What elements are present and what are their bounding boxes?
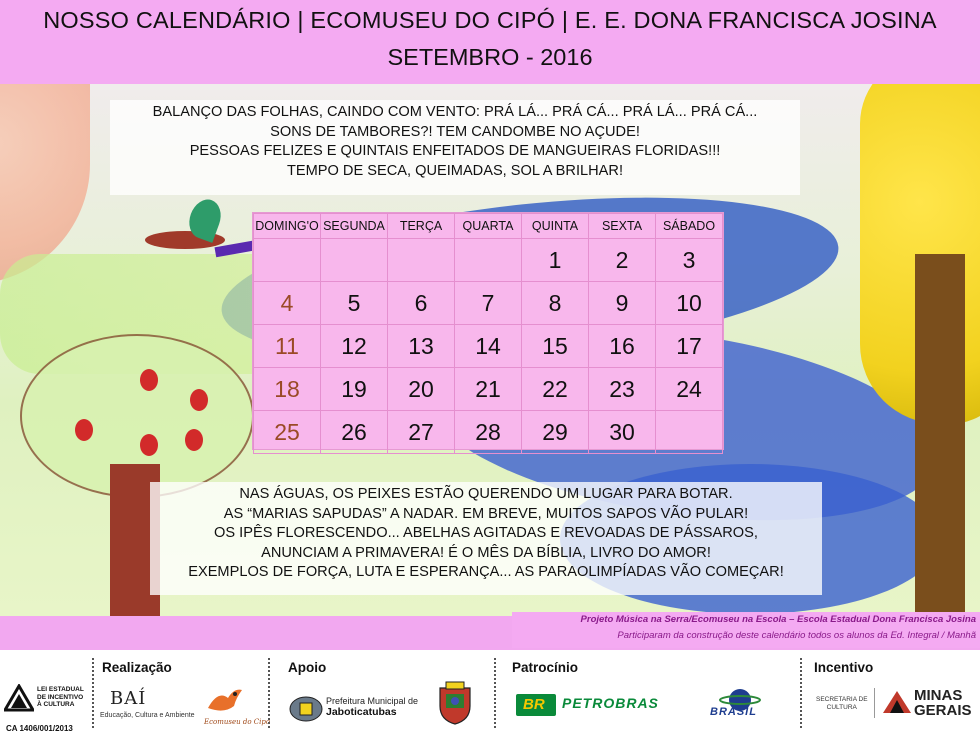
calendar-day: 4 bbox=[254, 282, 321, 325]
petrobras-br-logo bbox=[516, 694, 556, 716]
weekday-header: DOMING'O bbox=[254, 214, 321, 239]
tree-trunk-drawing bbox=[915, 254, 965, 614]
incentivo-divider bbox=[874, 688, 875, 718]
patrocinio-section bbox=[510, 650, 792, 738]
calendar-day: 29 bbox=[522, 411, 589, 454]
footer-divider bbox=[268, 658, 270, 728]
mango-fruit-drawing bbox=[75, 419, 93, 441]
apoio-section bbox=[286, 650, 486, 738]
calendar-day: 6 bbox=[388, 282, 455, 325]
gerais-text: GERAIS bbox=[914, 702, 972, 719]
calendar-week-row bbox=[254, 282, 723, 325]
calendar-day: 19 bbox=[321, 368, 388, 411]
ecomuseu-bird-icon bbox=[204, 684, 244, 718]
calendar-day: 15 bbox=[522, 325, 589, 368]
weekday-header: SEXTA bbox=[589, 214, 656, 239]
calendar-day: 1 bbox=[522, 239, 589, 282]
calendar-day: 21 bbox=[455, 368, 522, 411]
page-title: NOSSO CALENDÁRIO | ECOMUSEU DO CIPÓ | E. E. DONA FRANCISCA JOSINA bbox=[43, 7, 937, 33]
secretaria-text: SECRETARIA DE bbox=[816, 696, 868, 703]
calendar-day: 2 bbox=[589, 239, 656, 282]
bai-logo: BAÍ bbox=[110, 688, 147, 709]
calendar-day: 18 bbox=[254, 368, 321, 411]
project-name: Projeto Música na Serra/Ecomuseu na Escola – Escola Estadual Dona Francisca Josina bbox=[580, 614, 976, 625]
ca-code: CA 1406/001/2013 bbox=[6, 724, 73, 733]
mango-fruit-drawing bbox=[185, 429, 203, 451]
weekday-header: SÁBADO bbox=[656, 214, 723, 239]
calendar-day: 24 bbox=[656, 368, 723, 411]
prefeitura-crest-icon bbox=[288, 694, 324, 724]
poem-line: BALANÇO DAS FOLHAS, CAINDO COM VENTO: PRÁ LÁ... PRÁ CÁ... PRÁ LÁ... PRÁ CÁ... bbox=[152, 104, 758, 120]
calendar-day: 3 bbox=[656, 239, 723, 282]
lei-text: À CULTURA bbox=[37, 701, 75, 708]
calendar-day: 10 bbox=[656, 282, 723, 325]
project-participants: Participaram da construção deste calendário todos os alunos da Ed. Integral / Manhã bbox=[617, 630, 976, 641]
footer-divider bbox=[92, 658, 94, 728]
bai-tagline: Educação, Cultura e Ambiente bbox=[100, 712, 195, 719]
calendar-day: 17 bbox=[656, 325, 723, 368]
calendar-day: 22 bbox=[522, 368, 589, 411]
top-poem-box bbox=[110, 100, 800, 195]
patrocinio-label: Patrocínio bbox=[512, 660, 579, 675]
calendar-day: 5 bbox=[321, 282, 388, 325]
minas-text: MINAS bbox=[914, 687, 963, 704]
lei-incentivo-logo bbox=[4, 682, 84, 722]
calendar-day: 7 bbox=[455, 282, 522, 325]
poem-line: PESSOAS FELIZES E QUINTAIS ENFEITADOS DE MANGUEIRAS FLORIDAS!!! bbox=[189, 143, 721, 159]
calendar-day: 12 bbox=[321, 325, 388, 368]
footer-divider bbox=[494, 658, 496, 728]
bird-drawing bbox=[145, 219, 265, 259]
realizacao-section bbox=[100, 650, 271, 738]
poem-line: AS “MARIAS SAPUDAS” A NADAR. EM BREVE, MUITOS SAPOS VÃO PULAR! bbox=[223, 505, 749, 522]
calendar-day: 30 bbox=[589, 411, 656, 454]
minas-gerais-triangle-icon bbox=[882, 690, 912, 714]
calendar-week-row bbox=[254, 239, 723, 282]
poem-line: TEMPO DE SECA, QUEIMADAS, SOL A BRILHAR! bbox=[286, 162, 623, 179]
calendar-day: 14 bbox=[455, 325, 522, 368]
calendar-day: 27 bbox=[388, 411, 455, 454]
mango-fruit-drawing bbox=[190, 389, 208, 411]
calendar-day: 26 bbox=[321, 411, 388, 454]
incentivo-section bbox=[812, 650, 980, 738]
calendar-day: 23 bbox=[589, 368, 656, 411]
petrobras-logo-text: PETROBRAS bbox=[562, 695, 659, 711]
lei-incentivo-icon bbox=[4, 684, 34, 712]
mango-fruit-drawing bbox=[140, 434, 158, 456]
incentivo-label: Incentivo bbox=[814, 660, 874, 675]
page-subtitle: SETEMBRO - 2016 bbox=[387, 44, 593, 70]
calendar-day bbox=[656, 411, 723, 454]
calendar-day bbox=[388, 239, 455, 282]
calendar-day: 20 bbox=[388, 368, 455, 411]
municipal-coat-of-arms-icon bbox=[432, 680, 478, 726]
weekday-header-row bbox=[254, 214, 723, 239]
brasil-logo-text: BRASIL bbox=[710, 706, 757, 718]
calendar-week-row bbox=[254, 325, 723, 368]
secretaria-text: CULTURA bbox=[826, 704, 857, 711]
lei-text: DE INCENTIVO bbox=[37, 693, 84, 701]
prefeitura-text: Jaboticatubas bbox=[326, 706, 397, 718]
realizacao-label: Realização bbox=[102, 660, 172, 675]
project-credits bbox=[512, 612, 980, 648]
prefeitura-text: Prefeitura Municipal de bbox=[326, 696, 419, 706]
weekday-header: TERÇA bbox=[388, 214, 455, 239]
page-header bbox=[0, 0, 980, 84]
mango-fruit-drawing bbox=[140, 369, 158, 391]
ecomuseu-logo-text: Ecomuseu do Cipó bbox=[204, 718, 271, 726]
weekday-header: QUARTA bbox=[455, 214, 522, 239]
poem-line: EXEMPLOS DE FORÇA, LUTA E ESPERANÇA... AS PARAOLIMPÍADAS VÃO COMEÇAR! bbox=[188, 564, 784, 580]
apoio-label: Apoio bbox=[288, 660, 327, 675]
calendar-day: 28 bbox=[455, 411, 522, 454]
calendar-day: 25 bbox=[254, 411, 321, 454]
calendar-day: 11 bbox=[254, 325, 321, 368]
calendar-day bbox=[254, 239, 321, 282]
weekday-header: QUINTA bbox=[522, 214, 589, 239]
lei-text: LEI ESTADUAL bbox=[37, 686, 84, 693]
calendar-day: 13 bbox=[388, 325, 455, 368]
calendar-day: 9 bbox=[589, 282, 656, 325]
calendar-day bbox=[455, 239, 522, 282]
poem-line: NAS ÁGUAS, OS PEIXES ESTÃO QUERENDO UM LUGAR PARA BOTAR. bbox=[239, 486, 733, 502]
poem-line: ANUNCIAM A PRIMAVERA! É O MÊS DA BÍBLIA, LIVRO DO AMOR! bbox=[261, 544, 711, 561]
poem-line: OS IPÊS FLORESCENDO... ABELHAS AGITADAS E REVOADAS DE PÁSSAROS, bbox=[214, 525, 758, 541]
weekday-header: SEGUNDA bbox=[321, 214, 388, 239]
calendar-grid bbox=[252, 212, 724, 450]
footer-divider bbox=[800, 658, 802, 728]
calendar-day: 8 bbox=[522, 282, 589, 325]
br-text: BR bbox=[523, 696, 545, 713]
calendar-week-row bbox=[254, 411, 723, 454]
calendar-day bbox=[321, 239, 388, 282]
sponsors-footer bbox=[0, 650, 980, 738]
poem-line: SONS DE TAMBORES?! TEM CANDOMBE NO AÇUDE! bbox=[270, 123, 640, 140]
calendar-week-row bbox=[254, 368, 723, 411]
bottom-poem-box bbox=[150, 482, 822, 595]
calendar-day: 16 bbox=[589, 325, 656, 368]
